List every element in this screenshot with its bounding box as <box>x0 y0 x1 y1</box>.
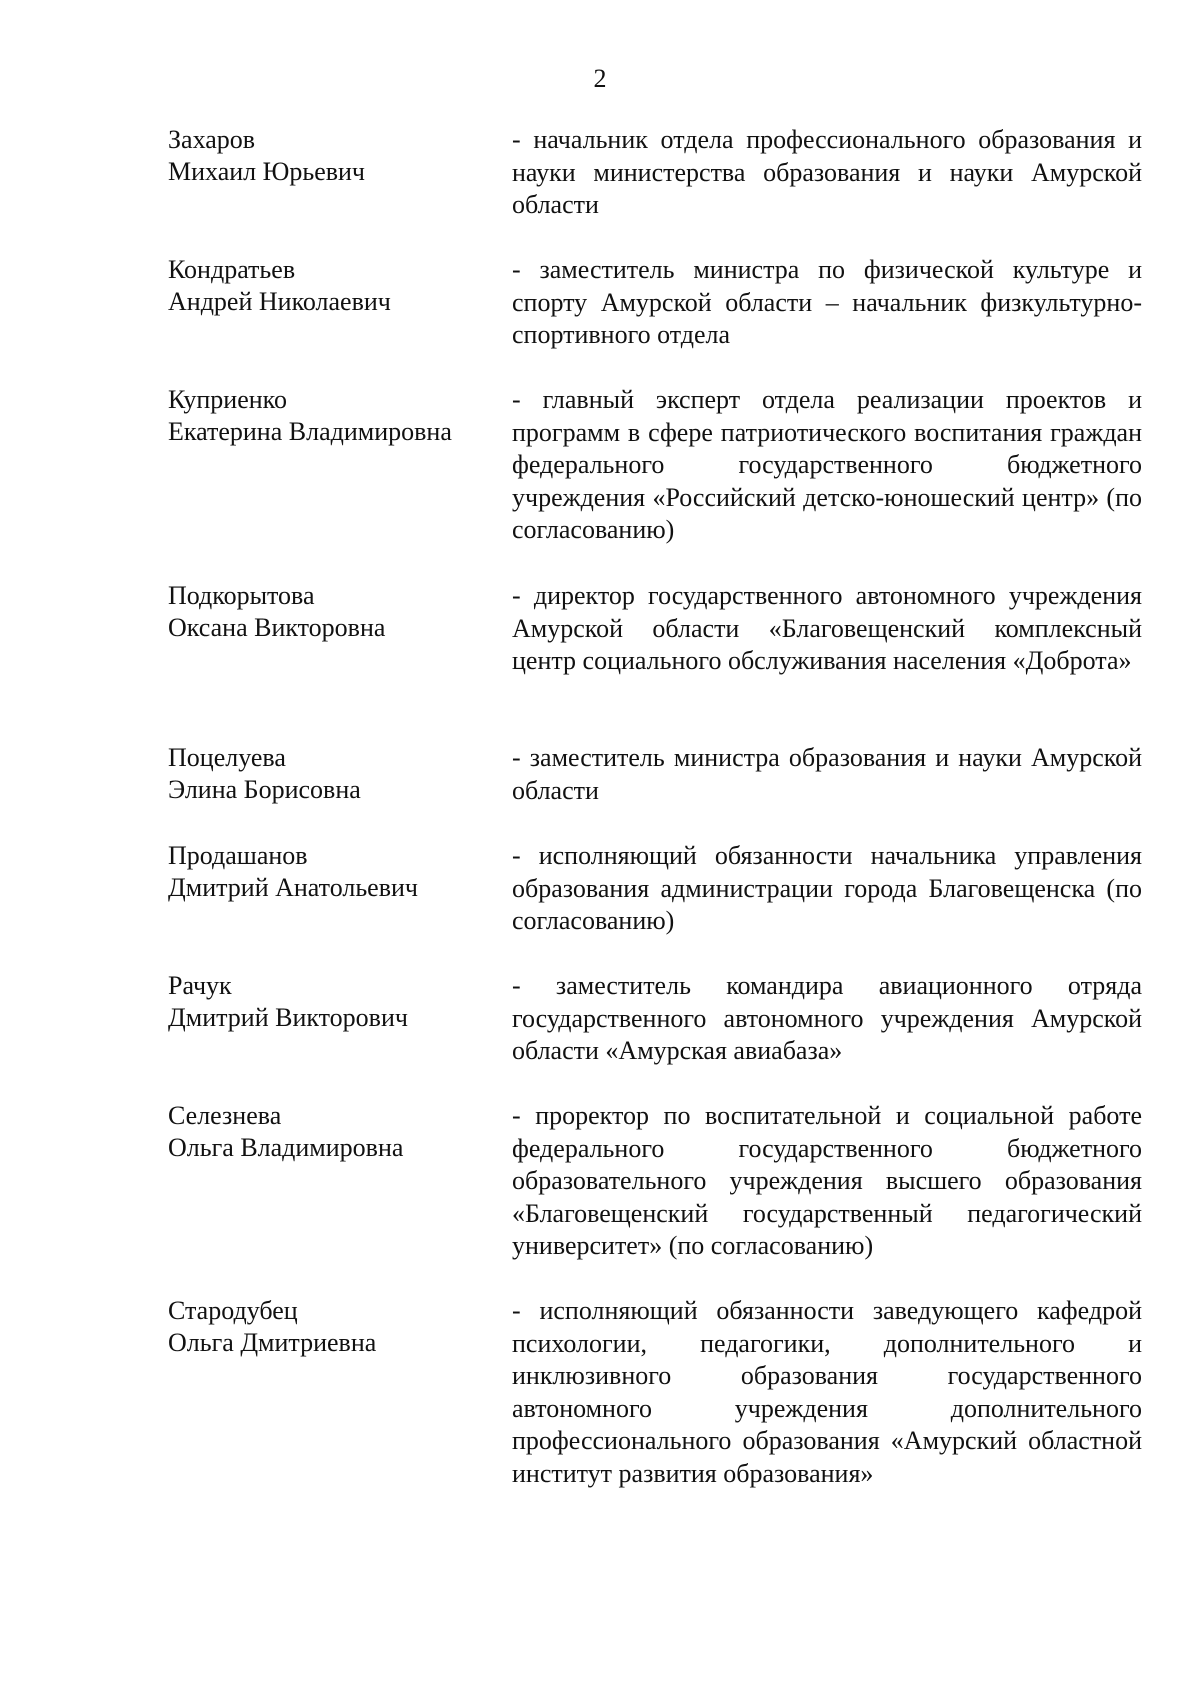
member-role: - заместитель министра образования и науки Амурской области <box>512 743 1142 805</box>
member-surname: Подкорытова <box>168 581 315 610</box>
member-surname: Поцелуева <box>168 743 286 772</box>
member-surname: Продашанов <box>168 841 308 870</box>
member-given-names: Дмитрий Анатольевич <box>168 873 418 902</box>
member-name <box>168 1100 512 1164</box>
member-role: - заместитель министра по физической культуре и спорту Амурской области – начальник физкультурно-спортивного отдела <box>512 255 1142 349</box>
member-entry <box>168 970 1153 1100</box>
member-role: - директор государственного автономного учреждения Амурской области «Благовещенский комплексный центр социального обслуживания населения «Доброта» <box>512 581 1142 675</box>
member-surname: Селезнева <box>168 1101 282 1130</box>
member-given-names: Элина Борисовна <box>168 775 361 804</box>
member-role: - начальник отдела профессионального образования и науки министерства образования и науки Амурской области <box>512 125 1142 219</box>
member-name <box>168 840 512 904</box>
member-entry <box>168 124 1153 254</box>
member-surname: Стародубец <box>168 1296 298 1325</box>
member-entry <box>168 254 1153 384</box>
member-name <box>168 742 512 806</box>
member-entry <box>168 1295 1153 1525</box>
member-entry <box>168 384 1153 580</box>
member-given-names: Екатерина Владимировна <box>168 417 452 446</box>
member-surname: Кондратьев <box>168 255 296 284</box>
member-surname: Рачук <box>168 971 232 1000</box>
member-list <box>168 124 1153 1525</box>
member-role: - проректор по воспитательной и социальной работе федерального государственного бюджетного образовательного учреждения высшего образования «Благовещенский государственный педагогический университет» (по согласованию) <box>512 1101 1142 1260</box>
member-name <box>168 254 512 318</box>
page-number: 2 <box>593 64 607 93</box>
member-given-names: Андрей Николаевич <box>168 287 391 316</box>
member-given-names: Ольга Дмитриевна <box>168 1328 377 1357</box>
member-given-names: Оксана Викторовна <box>168 613 386 642</box>
member-name <box>168 384 512 448</box>
member-role: - исполняющий обязанности начальника управления образования администрации города Благовещенска (по согласованию) <box>512 841 1142 935</box>
member-role: - заместитель командира авиационного отряда государственного автономного учреждения Амурской области «Амурская авиабаза» <box>512 971 1142 1065</box>
member-name <box>168 124 512 188</box>
member-given-names: Михаил Юрьевич <box>168 157 366 186</box>
member-surname: Захаров <box>168 125 256 154</box>
member-given-names: Ольга Владимировна <box>168 1133 404 1162</box>
member-name <box>168 580 512 644</box>
member-entry <box>168 840 1153 970</box>
member-entry <box>168 580 1153 742</box>
member-name <box>168 970 512 1034</box>
member-role: - исполняющий обязанности заведующего кафедрой психологии, педагогики, дополнительного и инклюзивного образования государственного автономного учреждения дополнительного профессионального образования «Амурский областной институт развития образования» <box>512 1296 1142 1488</box>
member-entry <box>168 742 1153 840</box>
member-given-names: Дмитрий Викторович <box>168 1003 408 1032</box>
member-role: - главный эксперт отдела реализации проектов и программ в сфере патриотического воспитания граждан федерального государственного бюджетного учреждения «Российский детско-юношеский центр» (по согласованию) <box>512 385 1142 544</box>
member-surname: Куприенко <box>168 385 287 414</box>
member-name <box>168 1295 512 1359</box>
member-entry <box>168 1100 1153 1295</box>
